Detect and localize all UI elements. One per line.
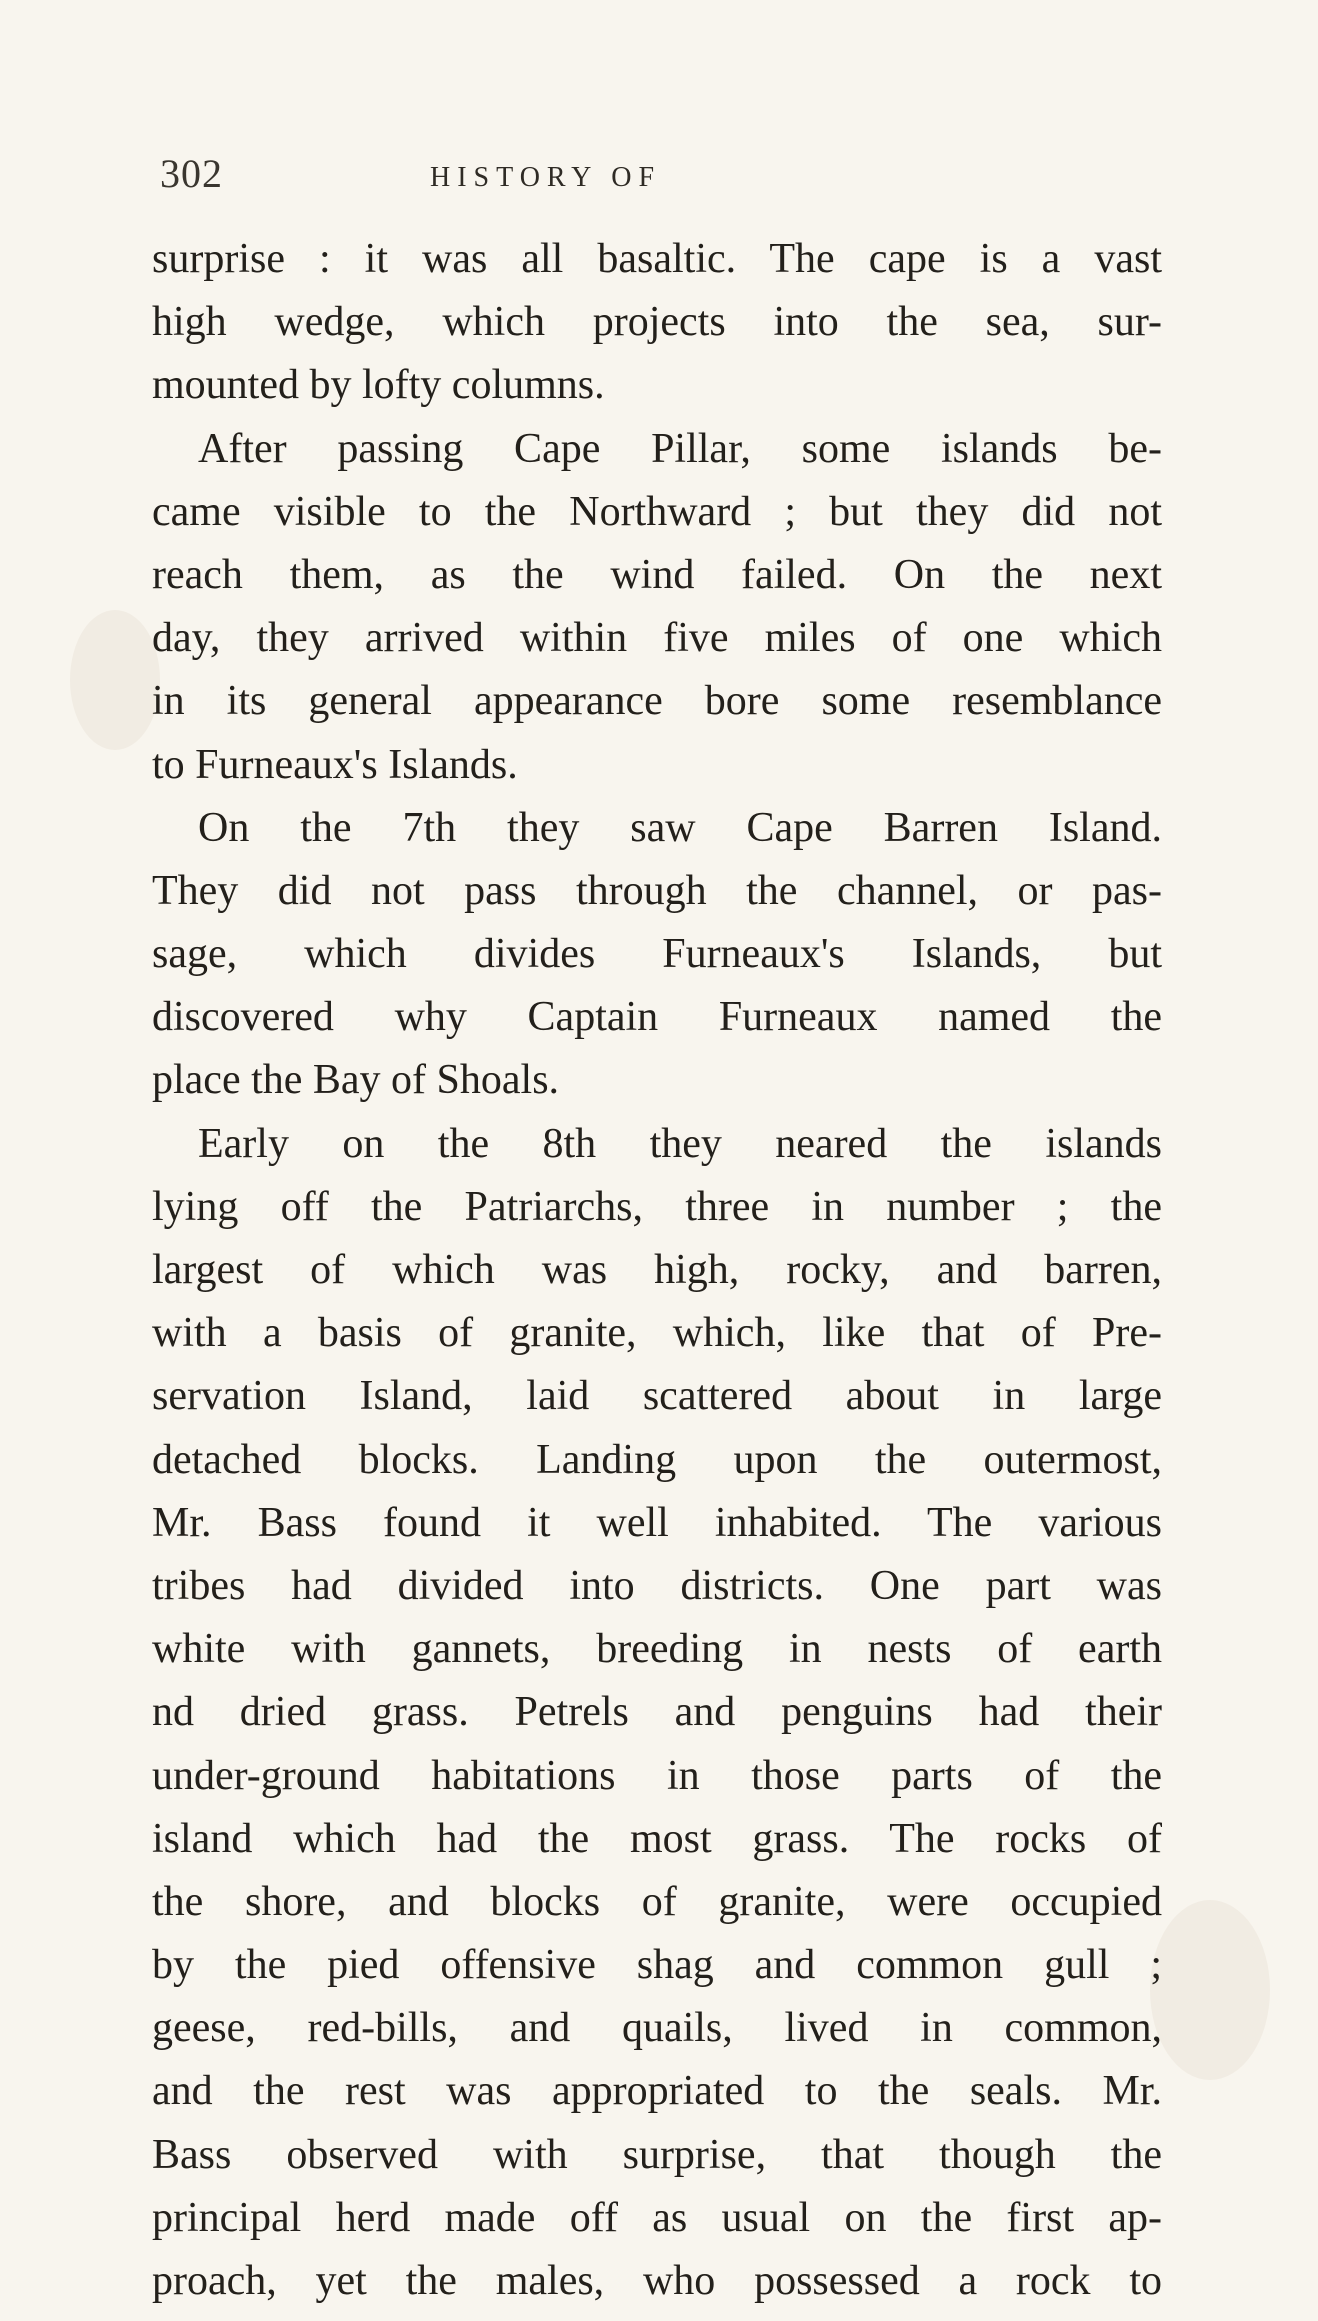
- text-line: tribes had divided into districts. One part was: [152, 1562, 1162, 1609]
- text-line: island which had the most grass. The rocks of: [152, 1815, 1162, 1862]
- text-line: lying off the Patriarchs, three in number ; the: [152, 1183, 1162, 1230]
- text-line: nd dried grass. Petrels and penguins had their: [152, 1689, 1162, 1736]
- text-line: Bass observed with surprise, that though the: [152, 2131, 1162, 2178]
- page-number: 302: [160, 151, 223, 196]
- text-line: servation Island, laid scattered about in large: [152, 1373, 1162, 1420]
- text-line: with a basis of granite, which, like that of Pre-: [152, 1310, 1162, 1357]
- text-line: discovered why Captain Furneaux named the: [152, 994, 1162, 1041]
- text-line: largest of which was high, rocky, and barren,: [152, 1247, 1162, 1293]
- text-line: came visible to the Northward ; but they did not: [152, 488, 1162, 535]
- body-text: [152, 228, 1162, 2313]
- text-line: Mr. Bass found it well inhabited. The various: [152, 1499, 1162, 1546]
- text-line: reach them, as the wind failed. On the next: [152, 551, 1162, 598]
- text-line: Early on the 8th they neared the islands: [198, 1120, 1162, 1167]
- text-line: by the pied offensive shag and common gull ;: [152, 1942, 1162, 1989]
- text-line: On the 7th they saw Cape Barren Island.: [198, 804, 1162, 851]
- running-head: [160, 150, 1160, 210]
- text-line: sage, which divides Furneaux's Islands, but: [152, 931, 1162, 978]
- running-head-title: HISTORY OF: [430, 162, 662, 193]
- paper-stain: [1150, 1900, 1270, 2080]
- text-line: the shore, and blocks of granite, were occupied: [152, 1878, 1162, 1925]
- text-line: proach, yet the males, who possessed a rock to: [152, 2258, 1162, 2304]
- text-line: high wedge, which projects into the sea, sur-: [152, 299, 1162, 346]
- text-line: to Furneaux's Islands.: [152, 741, 518, 788]
- text-line: They did not pass through the channel, or pas-: [152, 867, 1162, 914]
- text-line: geese, red-bills, and quails, lived in common,: [152, 2005, 1162, 2052]
- text-line: detached blocks. Landing upon the outermost,: [152, 1436, 1162, 1483]
- text-line: and the rest was appropriated to the seals. Mr.: [152, 2068, 1162, 2115]
- text-line: under-ground habitations in those parts of the: [152, 1752, 1162, 1799]
- text-line: mounted by lofty columns.: [152, 362, 605, 409]
- text-line: After passing Cape Pillar, some islands be-: [198, 425, 1162, 472]
- text-line: place the Bay of Shoals.: [152, 1057, 560, 1104]
- text-line: day, they arrived within five miles of one which: [152, 615, 1162, 662]
- text-line: principal herd made off as usual on the first ap-: [152, 2194, 1162, 2241]
- paper-stain: [70, 610, 160, 750]
- text-line: surprise : it was all basaltic. The cape is a vast: [152, 236, 1162, 282]
- text-line: in its general appearance bore some resemblance: [152, 678, 1162, 725]
- text-line: white with gannets, breeding in nests of earth: [152, 1626, 1162, 1673]
